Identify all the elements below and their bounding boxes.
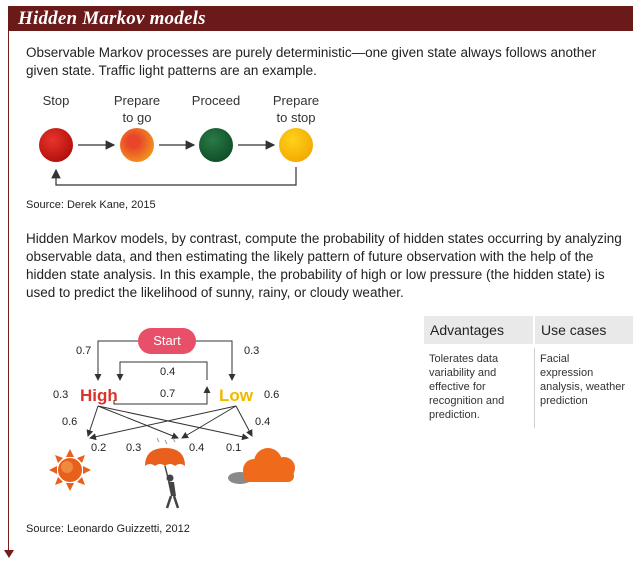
prob-start-high: 0.7	[76, 345, 92, 357]
prob-low-self: 0.6	[264, 389, 280, 401]
column-divider	[534, 348, 535, 428]
use-cases-heading: Use cases	[535, 316, 633, 344]
prob-low-cloudy: 0.4	[255, 416, 271, 428]
prob-high-self: 0.3	[53, 389, 69, 401]
prob-start-low: 0.3	[244, 345, 260, 357]
start-node: Start	[138, 328, 196, 354]
label-prepare-to-stop: Prepare to stop	[272, 93, 320, 125]
advantages-text: Tolerates data variability and effective for recognition and prediction.	[429, 353, 505, 421]
prob-low-rainy: 0.4	[189, 442, 205, 454]
prob-high-low: 0.7	[160, 388, 176, 400]
umbrella-person-icon	[145, 438, 185, 508]
source-guizzetti: Source: Leonardo Guizzetti, 2012	[26, 523, 190, 535]
label-proceed: Proceed	[191, 93, 241, 108]
page-title: Hidden Markov models	[18, 8, 206, 29]
hmm-paragraph: Hidden Markov models, by contrast, compute the probability of hidden states occurring by analyzing observable data, and then estimating the likely pattern of future observation with the help of the hidden state analysis. In this example, the probability of high or low pressure (the hidden state) is used to predict the likelihood of sunny, rainy, or cloudy weather.	[26, 231, 622, 300]
source-kane: Source: Derek Kane, 2015	[26, 199, 156, 211]
prob-high-rainy: 0.2	[91, 442, 107, 454]
use-cases-text: Facial expression analysis, weather prediction	[540, 353, 625, 407]
intro-paragraph: Observable Markov processes are purely deterministic—one given state always follows another given state. Traffic light patterns are an example.	[26, 45, 597, 78]
low-state: Low	[219, 386, 253, 405]
advantages-heading: Advantages	[424, 316, 533, 344]
prob-high-sunny: 0.6	[62, 416, 78, 428]
prob-low-sunny: 0.3	[126, 442, 142, 454]
cloud-icon	[228, 448, 295, 484]
high-state: High	[80, 386, 118, 405]
label-prepare-to-go: Prepare to go	[113, 93, 161, 125]
sun-icon	[49, 449, 91, 491]
prob-high-cloudy: 0.1	[226, 442, 242, 454]
label-stop: Stop	[42, 93, 70, 108]
prob-low-high: 0.4	[160, 366, 176, 378]
